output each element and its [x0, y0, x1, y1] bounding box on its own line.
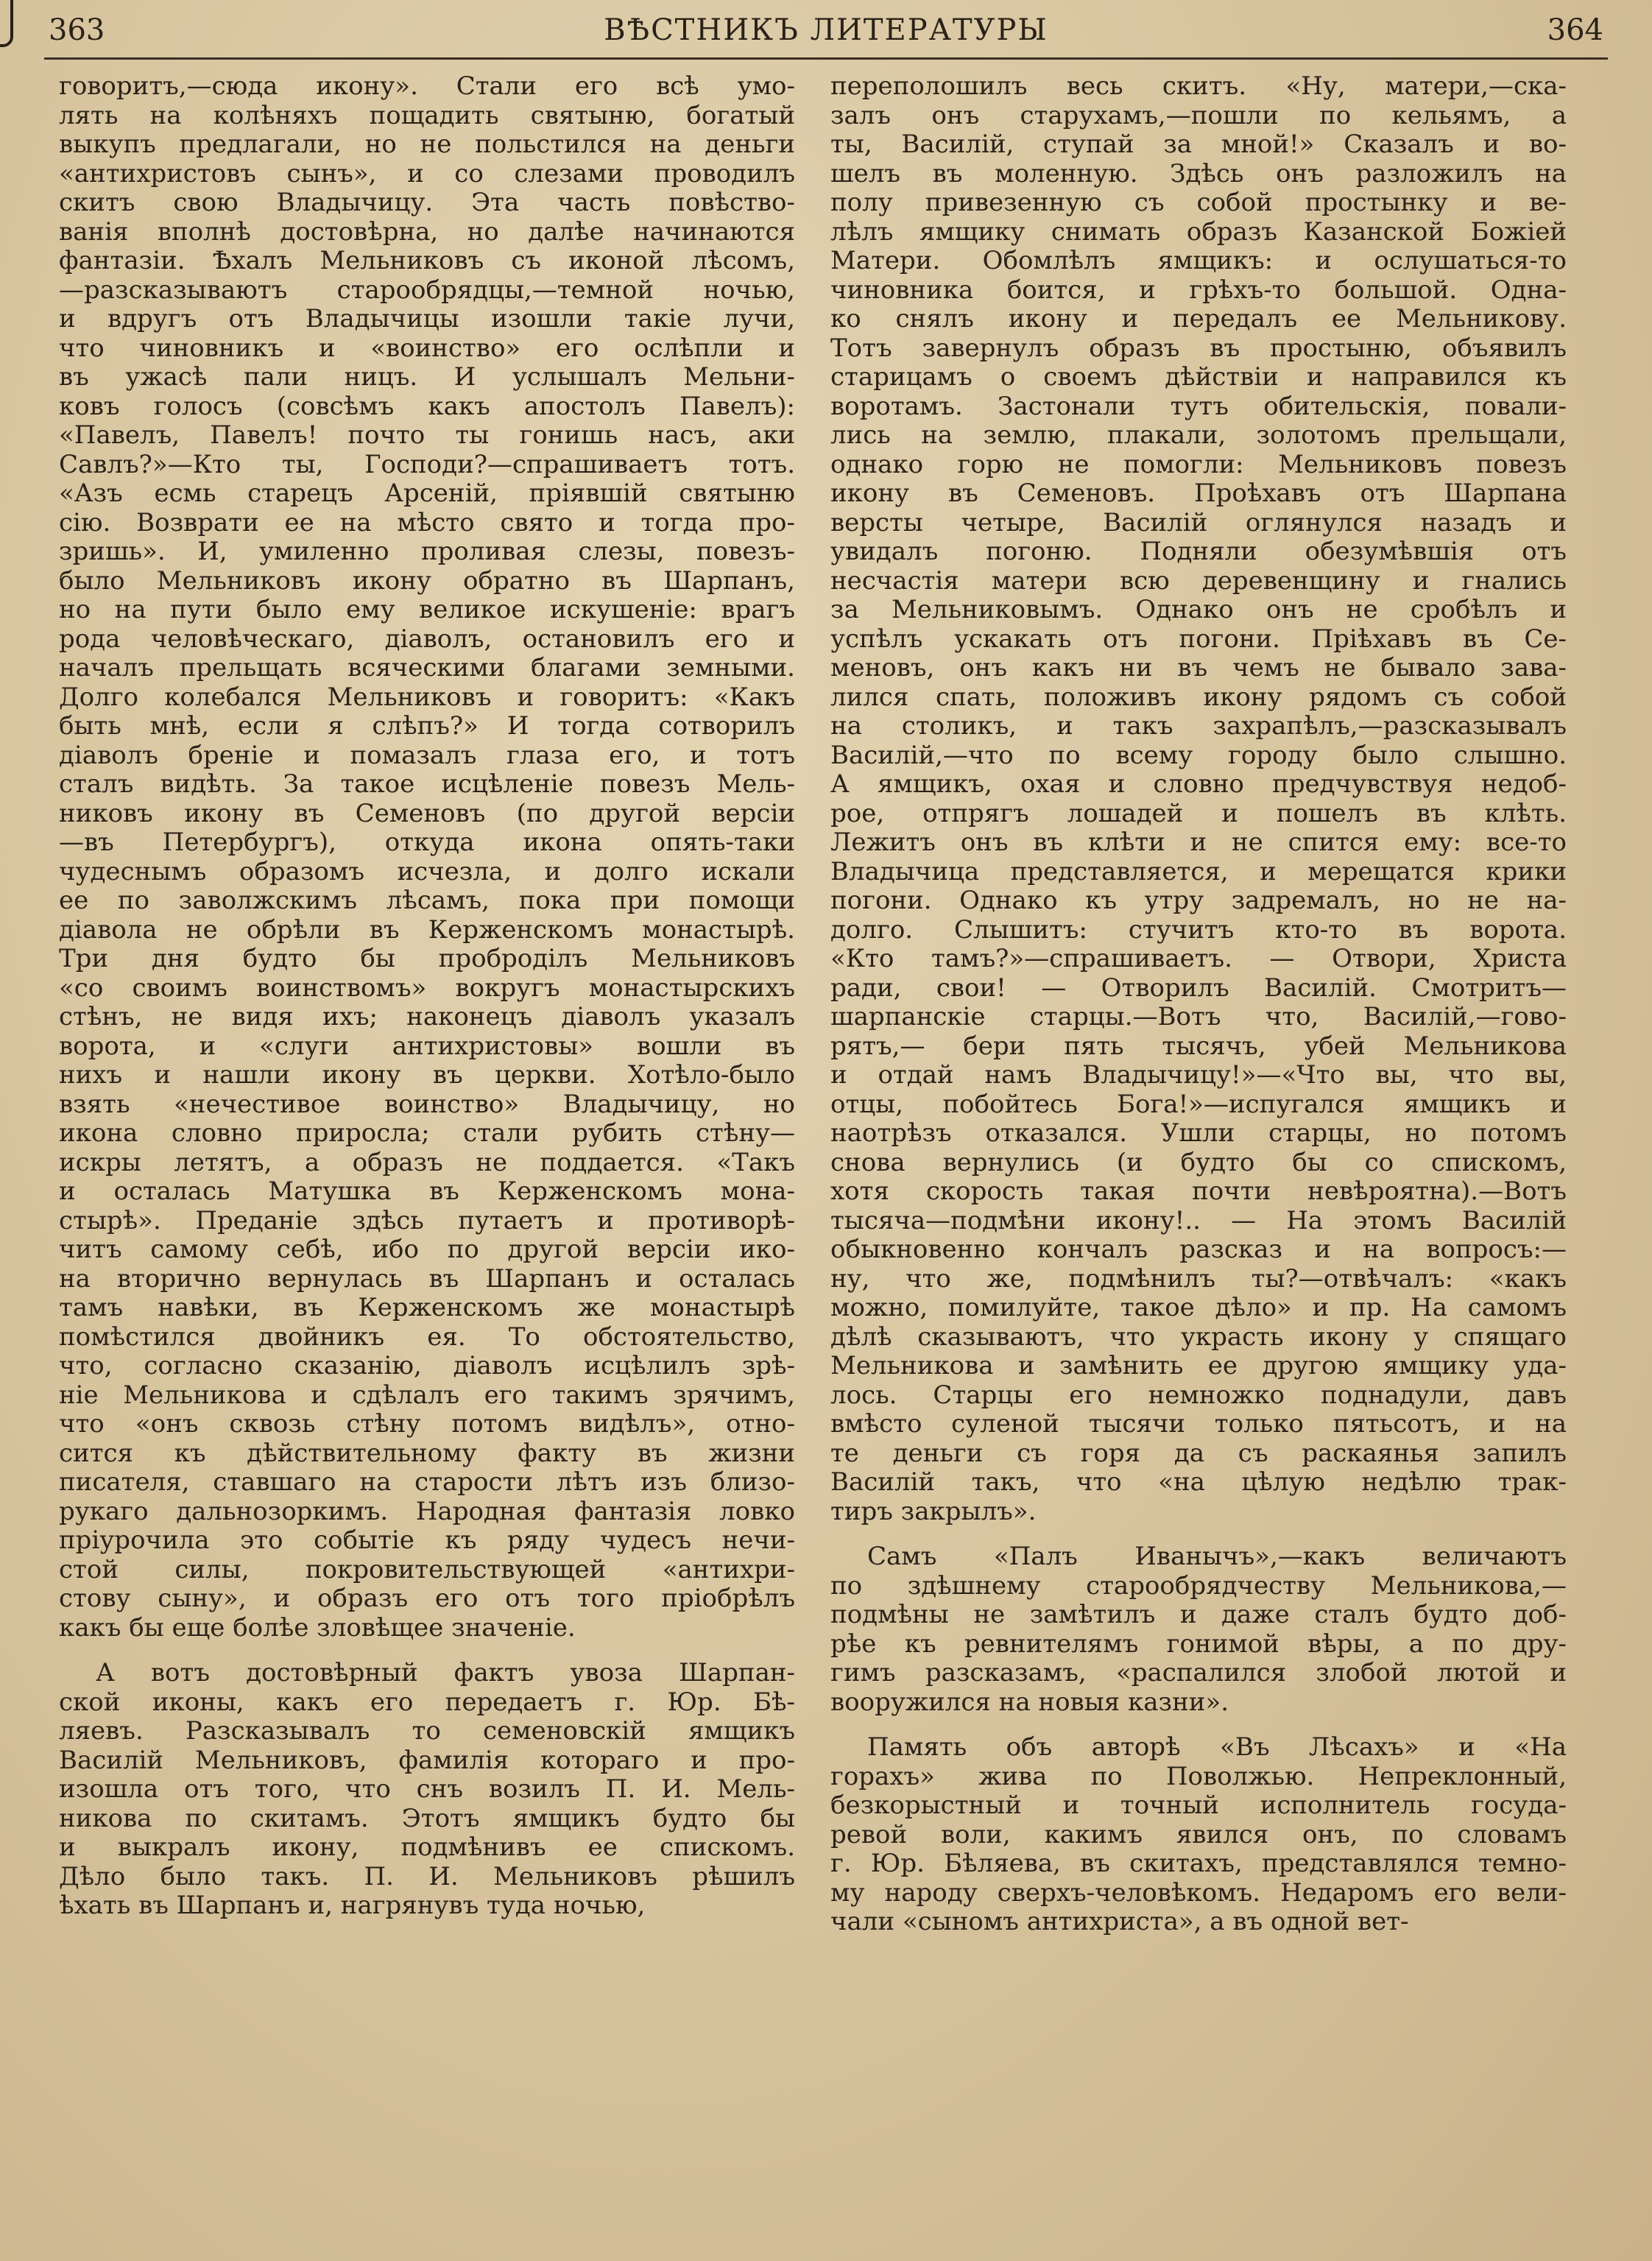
text-line: началъ прельщать всяческими благами земными.	[59, 654, 795, 682]
text-line: ради, свои! — Отворилъ Василій. Смотритъ—	[830, 973, 1567, 1003]
text-line: на столикъ, и такъ захрапѣлъ,—разсказывалъ	[830, 712, 1567, 741]
text-line: успѣлъ ускакать отъ погони. Пріѣхавъ въ Се-	[830, 624, 1567, 654]
text-line: Мельникова и замѣнить ее другою ямщику уда-	[830, 1352, 1567, 1380]
text-line: ляевъ. Разсказывалъ то семеновскій ямщикъ	[59, 1717, 795, 1746]
text-line: сію. Возврати ее на мѣсто свято и тогда про-	[59, 508, 795, 537]
text-line: выкупъ предлагали, но не польстился на деньги	[59, 130, 795, 159]
text-line: сталъ видѣть. За такое исцѣленіе повезъ Мель-	[59, 770, 795, 799]
text-line: ніе Мельникова и сдѣлалъ его такимъ зрячимъ,	[59, 1380, 795, 1410]
text-line: Савлъ?»—Кто ты, Господи?—спрашиваетъ тотъ.	[59, 450, 795, 479]
text-line: «Азъ есмь старецъ Арсеній, пріявшій святыню	[59, 479, 795, 508]
page-number-left: 363	[49, 13, 105, 47]
text-line: Лежитъ онъ въ клѣти и не спится ему: все-то	[830, 828, 1567, 857]
text-line: Василій такъ, что «на цѣлую недѣлю трак-	[830, 1468, 1567, 1497]
text-line: воротамъ. Застонали тутъ обительскія, повали-	[830, 392, 1567, 421]
text-line: что чиновникъ и «воинство» его ослѣпли и	[59, 334, 795, 363]
running-title: ВѢСТНИКЪ ЛИТЕРАТУРЫ	[604, 13, 1048, 47]
text-line: те деньги съ горя да съ раскаянья запилъ	[830, 1439, 1567, 1468]
text-line: погони. Однако къ утру задремалъ, но не на-	[830, 886, 1567, 915]
text-line: что, согласно сказанію, діаволъ исцѣлилъ зрѣ-	[59, 1352, 795, 1380]
text-line: ко снялъ икону и передалъ ее Мельникову.	[830, 305, 1567, 334]
text-line: никова по скитамъ. Этотъ ямщикъ будто бы	[59, 1804, 795, 1833]
text-line: переполошилъ весь скитъ. «Ну, матери,—ска-	[830, 72, 1567, 101]
text-line: чали «сыномъ антихриста», а въ одной вет-	[830, 1908, 1409, 1936]
text-line: чудеснымъ образомъ исчезла, и долго искали	[59, 857, 795, 886]
text-line: фантазіи. Ѣхалъ Мельниковъ съ иконой лѣсомъ,	[59, 247, 795, 275]
text-line: въ ужасѣ пали ницъ. И услышалъ Мельни-	[59, 363, 795, 392]
text-line: Тотъ завернулъ образъ въ простыню, объявилъ	[830, 334, 1567, 363]
text-line: ну, что же, подмѣнилъ ты?—отвѣчалъ: «какъ	[830, 1264, 1567, 1294]
text-line: пріурочила это событіе къ ряду чудесъ нечи-	[59, 1526, 795, 1555]
right-text-column	[830, 72, 1567, 1937]
text-line: но на пути было ему великое искушеніе: врагъ	[59, 596, 795, 624]
text-line: и осталась Матушка въ Керженскомъ мона-	[59, 1177, 795, 1206]
text-line: му народу сверхъ-человѣкомъ. Недаромъ его вели-	[830, 1878, 1567, 1908]
text-line: стѣнъ, не видя ихъ; наконецъ діаволъ указалъ	[59, 1003, 795, 1031]
text-line: читъ самому себѣ, ибо по другой версіи ико-	[59, 1235, 795, 1264]
text-line: стой силы, покровительствующей «антихри-	[59, 1555, 795, 1584]
left-text-column	[59, 72, 795, 1921]
text-line: Долго колебался Мельниковъ и говоритъ: «Какъ	[59, 682, 795, 712]
text-line: чиновника боится, и грѣхъ-то большой. Одна-	[830, 275, 1567, 305]
text-line: Василій,—что по всему городу было слышно.	[830, 741, 1567, 770]
text-line: снова вернулись (и будто бы со спискомъ,	[830, 1148, 1567, 1177]
text-line: рятъ,— бери пять тысячъ, убей Мельникова	[830, 1031, 1567, 1061]
text-line: дѣлѣ сказываютъ, что украсть икону у спящаго	[830, 1322, 1567, 1352]
text-line: «антихристовъ сынъ», и со слезами проводилъ	[59, 159, 795, 188]
text-line: горахъ» жива по Поволжью. Непреклонный,	[830, 1762, 1567, 1791]
text-line: искры летятъ, а образъ не поддается. «Такъ	[59, 1148, 795, 1177]
text-line: меновъ, онъ какъ ни въ чемъ не бывало зава-	[830, 654, 1567, 682]
text-line: несчастія матери всю деревенщину и гнались	[830, 566, 1567, 596]
text-line: писателя, ставшаго на старости лѣтъ изъ близо-	[59, 1468, 795, 1497]
text-line: «Павелъ, Павелъ! почто ты гонишь насъ, аки	[59, 421, 795, 450]
text-line: и отдай намъ Владычицу!»—«Что вы, что вы,	[830, 1061, 1567, 1090]
text-line: діавола не обрѣли въ Керженскомъ монастырѣ.	[59, 915, 795, 945]
text-line: тиръ закрылъ».	[830, 1497, 1037, 1526]
text-line: рое, отпрягъ лошадей и пошелъ въ клѣть.	[830, 799, 1567, 828]
text-line: взять «нечестивое воинство» Владычицу, но	[59, 1090, 795, 1119]
text-line: отцы, побойтесь Бога!»—испугался ямщикъ и	[830, 1090, 1567, 1119]
text-line: тысяча—подмѣни икону!.. — На этомъ Василій	[830, 1206, 1567, 1235]
text-line: лись на землю, плакали, золотомъ прельщали,	[830, 421, 1567, 450]
text-line: старицамъ о своемъ дѣйствіи и направился къ	[830, 363, 1567, 392]
text-line: икона словно приросла; стали рубить стѣну—	[59, 1119, 795, 1148]
text-line: было Мельниковъ икону обратно въ Шарпанъ,	[59, 566, 795, 596]
text-line: тамъ навѣки, въ Керженскомъ же монастырѣ	[59, 1294, 795, 1322]
text-line: ее по заволжскимъ лѣсамъ, пока при помощи	[59, 886, 795, 915]
text-line: ванія вполнѣ достовѣрна, но далѣе начинаются	[59, 217, 795, 247]
text-line: безкорыстный и точный исполнитель госуда-	[830, 1791, 1567, 1820]
text-line: однако горю не помогли: Мельниковъ повезъ	[830, 450, 1567, 479]
text-line: быть мнѣ, если я слѣпъ?» И тогда сотворилъ	[59, 712, 795, 741]
text-line: ковъ голосъ (совсѣмъ какъ апостолъ Павелъ):	[59, 392, 795, 421]
text-line: рода человѣческаго, діаволъ, остановилъ его и	[59, 624, 795, 654]
page-header	[44, 6, 1608, 60]
text-line: подмѣны не замѣтилъ и даже сталъ будто доб-	[830, 1601, 1567, 1629]
text-line: гимъ разсказамъ, «распалился злобой лютой и	[830, 1659, 1567, 1687]
text-line: обыкновенно кончалъ разсказ и на вопросъ:—	[830, 1235, 1567, 1264]
text-line: Три дня будто бы проброділъ Мельниковъ	[59, 945, 795, 973]
text-line: залъ онъ старухамъ,—пошли по кельямъ, а	[830, 101, 1567, 130]
text-line: ворота, и «слуги антихристовы» вошли въ	[59, 1031, 795, 1061]
text-line: вмѣсто суленой тысячи только пятьсотъ, и на	[830, 1410, 1567, 1439]
text-line: —въ Петербургъ), откуда икона опять-таки	[59, 828, 795, 857]
text-line: ты, Василій, ступай за мной!» Сказалъ и во-	[830, 130, 1567, 159]
text-line: Василій Мельниковъ, фамилія котораго и про-	[59, 1746, 795, 1775]
text-line: нихъ и нашли икону въ церкви. Хотѣло-было	[59, 1061, 795, 1090]
text-line: «Кто тамъ?»—спрашиваетъ. — Отвори, Христа	[830, 945, 1567, 973]
text-line: лился спать, положивъ икону рядомъ съ собой	[830, 682, 1567, 712]
paragraph-gap	[59, 1643, 795, 1659]
text-line: никовъ икону въ Семеновъ (по другой версіи	[59, 799, 795, 828]
text-line: можно, помилуйте, такое дѣло» и пр. На самомъ	[830, 1294, 1567, 1322]
text-line: рукаго дальнозоркимъ. Народная фантазія ловко	[59, 1497, 795, 1526]
text-line: Самъ «Палъ Иванычъ»,—какъ величаютъ	[867, 1542, 1567, 1571]
text-line: и вдругъ отъ Владычицы изошли такіе лучи,	[59, 305, 795, 334]
text-line: помѣстился двойникъ ея. То обстоятельство,	[59, 1322, 795, 1352]
text-line: діаволъ бреніе и помазалъ глаза его, и тотъ	[59, 741, 795, 770]
text-line: на вторично вернулась въ Шарпанъ и осталась	[59, 1264, 795, 1294]
text-line: какъ бы еще болѣе зловѣщее значеніе.	[59, 1613, 576, 1643]
text-line: лять на колѣняхъ пощадить святыню, богатый	[59, 101, 795, 130]
page-number-right: 364	[1547, 13, 1603, 47]
text-line: А ямщикъ, охая и словно предчувствуя недоб-	[830, 770, 1567, 799]
text-line: говоритъ,—сюда икону». Стали его всѣ умо-	[59, 72, 795, 101]
text-line: что «онъ сквозь стѣну потомъ видѣлъ», отно-	[59, 1410, 795, 1439]
text-line: Память объ авторѣ «Въ Лѣсахъ» и «На	[867, 1733, 1567, 1762]
text-line: и выкралъ икону, подмѣнивъ ее спискомъ.	[59, 1833, 795, 1862]
text-line: —разсказываютъ старообрядцы,—темной ночью,	[59, 275, 795, 305]
text-line: версты четыре, Василій оглянулся назадъ и	[830, 508, 1567, 537]
text-line: Дѣло было такъ. П. И. Мельниковъ рѣшилъ	[59, 1862, 795, 1891]
text-line: сится къ дѣйствительному факту въ жизни	[59, 1439, 795, 1468]
text-line: изошла отъ того, что снъ возилъ П. И. Мель-	[59, 1775, 795, 1804]
text-line: вооружился на новыя казни».	[830, 1687, 1229, 1717]
paragraph-gap	[830, 1717, 1567, 1733]
text-line: шарпанскіе старцы.—Вотъ что, Василій,—гово-	[830, 1003, 1567, 1031]
text-line: шелъ въ моленную. Здѣсь онъ разложилъ на	[830, 159, 1567, 188]
text-line: по здѣшнему старообрядчеству Мельникова,—	[830, 1571, 1567, 1601]
text-line: икону въ Семеновъ. Проѣхавъ отъ Шарпана	[830, 479, 1567, 508]
text-line: «со своимъ воинствомъ» вокругъ монастырскихъ	[59, 973, 795, 1003]
text-line: долго. Слышитъ: стучитъ кто-то въ ворота.	[830, 915, 1567, 945]
text-line: наотрѣзъ отказался. Ушли старцы, но потомъ	[830, 1119, 1567, 1148]
text-line: Владычица представляется, и мерещатся крики	[830, 857, 1567, 886]
text-line: увидалъ погоню. Подняли обезумѣвшія отъ	[830, 537, 1567, 566]
text-line: А вотъ достовѣрный фактъ увоза Шарпан-	[96, 1659, 795, 1687]
text-line: хотя скорость такая почти невѣроятна).—Вотъ	[830, 1177, 1567, 1206]
text-line: за Мельниковымъ. Однако онъ не сробѣлъ и	[830, 596, 1567, 624]
binding-bracket-mark	[0, 0, 13, 47]
text-line: стову сыну», и образъ его отъ того пріобрѣлъ	[59, 1584, 795, 1613]
text-line: зришь». И, умиленно проливая слезы, повезъ-	[59, 537, 795, 566]
text-line: стырѣ». Преданіе здѣсь путаетъ и противорѣ-	[59, 1206, 795, 1235]
text-line: лось. Старцы его немножко поднадули, давъ	[830, 1380, 1567, 1410]
text-line: лѣлъ ямщику снимать образъ Казанской Божіей	[830, 217, 1567, 247]
text-line: Матери. Обомлѣлъ ямщикъ: и ослушаться-то	[830, 247, 1567, 275]
text-line: г. Юр. Бѣляева, въ скитахъ, представлялся темно-	[830, 1849, 1567, 1878]
text-line: скитъ свою Владычицу. Эта часть повѣство-	[59, 188, 795, 217]
paragraph-gap	[830, 1526, 1567, 1542]
text-line: рѣе къ ревнителямъ гонимой вѣры, а по дру-	[830, 1629, 1567, 1659]
text-line: ѣхать въ Шарпанъ и, нагрянувъ туда ночью,	[59, 1891, 646, 1920]
text-line: ской иконы, какъ его передаетъ г. Юр. Бѣ-	[59, 1687, 795, 1717]
text-line: полу привезенную съ собой простынку и ве-	[830, 188, 1567, 217]
text-line: ревой воли, какимъ явился онъ, по словамъ	[830, 1820, 1567, 1849]
